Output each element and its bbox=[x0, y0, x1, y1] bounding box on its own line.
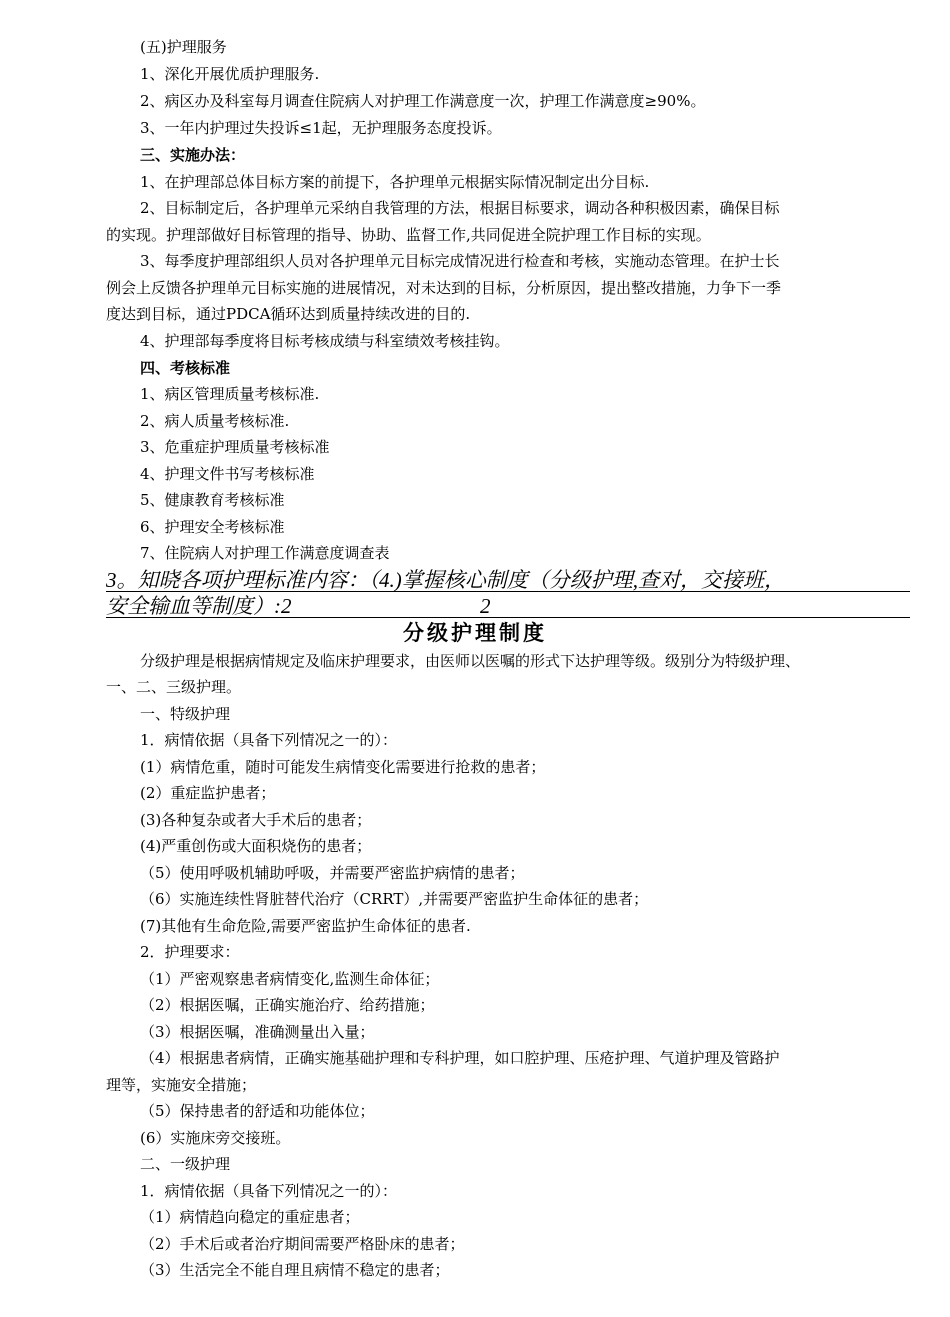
text-line: 2、病区办及科室每月调查住院病人对护理工作满意度一次，护理工作满意度≥90%。 bbox=[140, 92, 706, 110]
note-line: 安全输血等制度）:2 bbox=[106, 594, 292, 618]
note-number: 2 bbox=[480, 594, 491, 618]
list-item-continued: 理等，实施安全措施； bbox=[106, 1076, 257, 1094]
text-line: 例会上反馈各护理单元目标实施的进展情况，对未达到的目标，分析原因，提出整改措施，力争下一季 bbox=[106, 279, 782, 297]
list-item: （4）根据患者病情，正确实施基础护理和专科护理，如口腔护理、压疮护理、气道护理及管路护 bbox=[140, 1049, 780, 1067]
text-line: 1、深化开展优质护理服务. bbox=[140, 65, 320, 83]
section-heading-nursing-service: (五)护理服务 bbox=[140, 38, 227, 56]
list-item: （5）保持患者的舒适和功能体位； bbox=[140, 1102, 375, 1120]
note-underline bbox=[106, 591, 910, 592]
note-underline bbox=[106, 617, 910, 618]
text-line: 1、在护理部总体目标方案的前提下，各护理单元根据实际情况制定出分目标. bbox=[140, 173, 650, 191]
text-line: 3、每季度护理部组织人员对各护理单元目标完成情况进行检查和考核，实施动态管理。在护士长 bbox=[140, 252, 780, 270]
page-title: 分级护理制度 bbox=[403, 621, 547, 645]
section-heading-assessment: 四、考核标准 bbox=[140, 359, 231, 377]
list-item: (2）重症监护患者； bbox=[140, 784, 276, 802]
list-item: 7、住院病人对护理工作满意度调查表 bbox=[140, 544, 390, 562]
text-line: 一、二、三级护理。 bbox=[106, 678, 242, 696]
list-item: （3）生活完全不能自理且病情不稳定的患者； bbox=[140, 1261, 450, 1279]
text-line: 分级护理是根据病情规定及临床护理要求，由医师以医嘱的形式下达护理等级。级别分为特级护理、 bbox=[140, 652, 801, 670]
section-heading-special-care: 一、特级护理 bbox=[140, 705, 231, 723]
section-heading-level-one-care: 二、一级护理 bbox=[140, 1155, 231, 1173]
list-item: (4)严重创伤或大面积烧伤的患者； bbox=[140, 837, 372, 855]
list-item: （1）病情趋向稳定的重症患者； bbox=[140, 1208, 360, 1226]
list-item: (7)其他有生命危险,需要严密监护生命体征的患者. bbox=[140, 917, 471, 935]
list-item: （2）根据医嘱，正确实施治疗、给药措施； bbox=[140, 996, 435, 1014]
list-item: 2、病人质量考核标准. bbox=[140, 412, 290, 430]
list-item: 6、护理安全考核标准 bbox=[140, 518, 285, 536]
list-item: 5、健康教育考核标准 bbox=[140, 491, 285, 509]
text-line: 度达到目标，通过PDCA循环达到质量持续改进的目的. bbox=[106, 305, 471, 323]
text-line: 2、目标制定后，各护理单元采纳自我管理的方法，根据目标要求，调动各种积极因素，确保目标 bbox=[140, 199, 780, 217]
list-item: 1、病区管理质量考核标准. bbox=[140, 385, 320, 403]
note-line: 3。知晓各项护理标准内容：（4.)掌握核心制度（分级护理,查对，交接班， bbox=[106, 568, 785, 592]
list-item: (1）病情危重，随时可能发生病情变化需要进行抢救的患者； bbox=[140, 758, 546, 776]
text-line: 3、一年内护理过失投诉≤1起，无护理服务态度投诉。 bbox=[140, 119, 502, 137]
text-line: 4、护理部每季度将目标考核成绩与科室绩效考核挂钩。 bbox=[140, 332, 510, 350]
list-item: （3）根据医嘱，准确测量出入量； bbox=[140, 1023, 375, 1041]
list-item: （6）实施连续性肾脏替代治疗（CRRT）,并需要严密监护生命体征的患者； bbox=[140, 890, 649, 908]
subheading: 2．护理要求： bbox=[140, 943, 240, 961]
list-item: (6）实施床旁交接班。 bbox=[140, 1129, 291, 1147]
list-item: (3)各种复杂或者大手术后的患者； bbox=[140, 811, 372, 829]
list-item: （2）手术后或者治疗期间需要严格卧床的患者； bbox=[140, 1235, 465, 1253]
list-item: 3、危重症护理质量考核标准 bbox=[140, 438, 330, 456]
section-heading-implementation: 三、实施办法： bbox=[140, 146, 246, 164]
subheading: 1．病情依据（具备下列情况之一的）： bbox=[140, 731, 398, 749]
list-item: 4、护理文件书写考核标准 bbox=[140, 465, 315, 483]
subheading: 1．病情依据（具备下列情况之一的）： bbox=[140, 1182, 398, 1200]
list-item: （1）严密观察患者病情变化,监测生命体征； bbox=[140, 970, 440, 988]
list-item: （5）使用呼吸机辅助呼吸，并需要严密监护病情的患者； bbox=[140, 864, 525, 882]
text-line: 的实现。护理部做好目标管理的指导、协助、监督工作,共同促进全院护理工作目标的实现。 bbox=[106, 226, 711, 244]
